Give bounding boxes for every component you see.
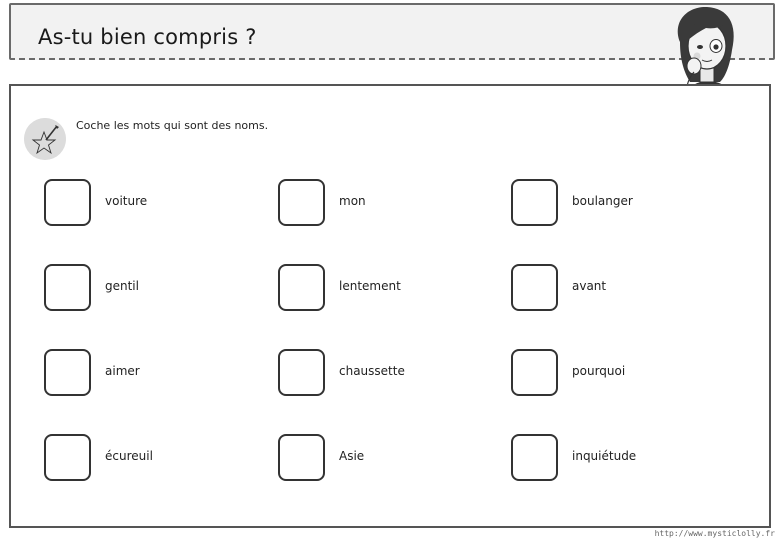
word-label: lentement [339, 279, 401, 293]
word-label: Asie [339, 449, 365, 463]
word-label: pourquoi [572, 364, 626, 378]
footer-url: http://www.mysticlolly.fr [654, 529, 775, 538]
checkbox[interactable] [511, 349, 558, 396]
checkbox[interactable] [44, 434, 91, 481]
checkbox[interactable] [44, 179, 91, 226]
word-label: avant [572, 279, 607, 293]
checkbox[interactable] [44, 349, 91, 396]
word-item [511, 349, 731, 399]
word-label: gentil [105, 279, 139, 293]
word-item [44, 264, 264, 314]
checkbox[interactable] [44, 264, 91, 311]
checkbox[interactable] [511, 264, 558, 311]
word-label: aimer [105, 364, 140, 378]
word-item [278, 349, 498, 399]
checkbox[interactable] [278, 349, 325, 396]
word-item [44, 179, 264, 229]
word-item [44, 349, 264, 399]
instruction-text: Coche les mots qui sont des noms. [76, 119, 269, 132]
word-item [278, 434, 498, 484]
word-item [511, 179, 731, 229]
checkbox[interactable] [278, 179, 325, 226]
word-label: boulanger [572, 194, 633, 208]
checkbox[interactable] [511, 179, 558, 226]
checkbox[interactable] [511, 434, 558, 481]
word-label: écureuil [105, 449, 153, 463]
word-item [511, 264, 731, 314]
checkbox[interactable] [278, 264, 325, 311]
word-item [278, 264, 498, 314]
word-label: chaussette [339, 364, 405, 378]
word-label: inquiétude [572, 449, 637, 463]
word-label: voiture [105, 194, 148, 208]
checkbox[interactable] [278, 434, 325, 481]
word-item [511, 434, 731, 484]
word-item [44, 434, 264, 484]
word-label: mon [339, 194, 366, 208]
pen-star-icon [24, 118, 66, 160]
word-item [278, 179, 498, 229]
page-title: As-tu bien compris ? [38, 25, 257, 49]
title-banner [9, 3, 775, 60]
